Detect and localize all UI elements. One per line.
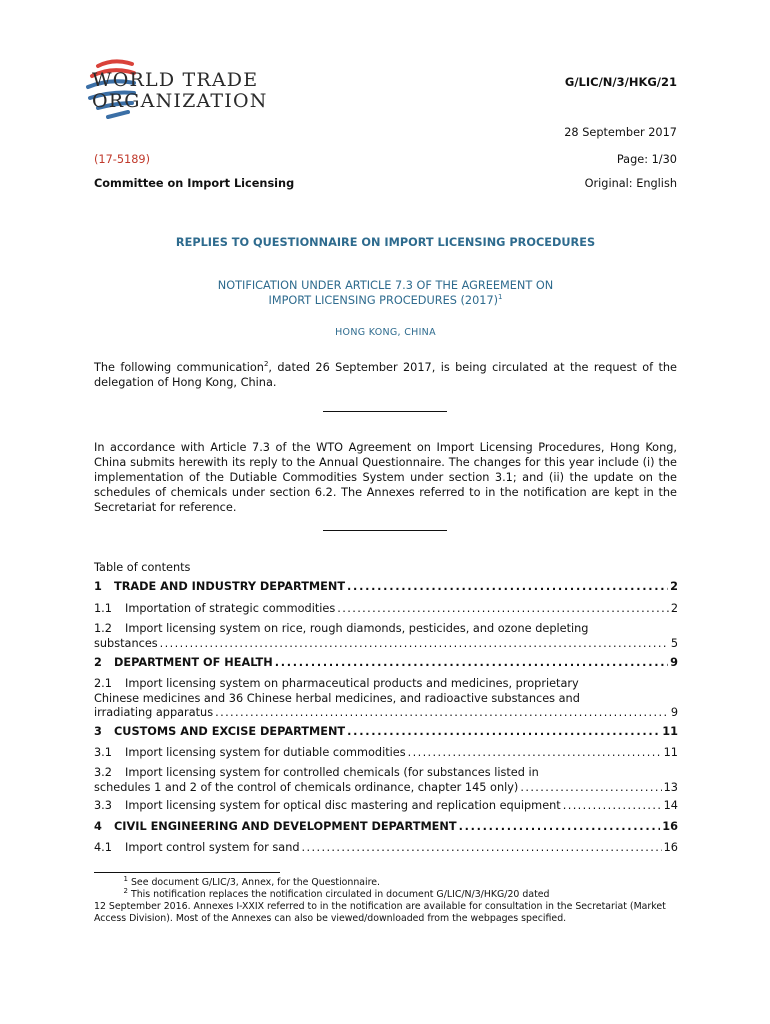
toc-page: 16 xyxy=(662,820,678,833)
toc-page: 5 xyxy=(670,636,678,650)
toc-text: Import licensing system for dutiable commodities xyxy=(125,746,406,759)
document-title: REPLIES TO QUESTIONNAIRE ON IMPORT LICENSING PROCEDURES xyxy=(175,236,596,249)
document-date: 28 September 2017 xyxy=(564,126,677,139)
toc-text: Import licensing system on rice, rough diamonds, pesticides, and ozone depleting xyxy=(125,622,589,635)
separator-rule xyxy=(323,411,447,412)
toc-page: 11 xyxy=(662,725,678,738)
toc-num: 3.1 xyxy=(94,746,112,759)
toc-num: 3.3 xyxy=(94,799,112,812)
committee-name: Committee on Import Licensing xyxy=(94,177,295,190)
toc-num: 2.1 xyxy=(94,677,112,690)
toc-leader xyxy=(347,580,668,595)
toc-text-cont: schedules 1 and 2 of the control of chemicals ordinance, chapter 145 only) xyxy=(94,780,519,794)
original-language: Original: English xyxy=(584,177,677,190)
toc-page: 14 xyxy=(663,799,678,812)
toc-entry-3-1[interactable] xyxy=(94,746,678,761)
toc-entry-4[interactable] xyxy=(94,820,678,835)
org-name-line1: WORLD TRADE xyxy=(92,69,259,91)
footnote-rule xyxy=(94,872,280,873)
page-number: Page: 1/30 xyxy=(616,153,677,166)
subtitle-line2 xyxy=(94,293,677,308)
toc-leader xyxy=(275,656,668,671)
footnote-1 xyxy=(94,874,679,889)
document-subtitle xyxy=(94,278,677,308)
member-name: HONG KONG, CHINA xyxy=(335,327,436,338)
toc-entry-1-2[interactable] xyxy=(94,622,678,651)
toc-leader xyxy=(459,820,661,835)
toc-leader xyxy=(347,725,660,740)
toc-text: Import licensing system on pharmaceutical products and medicines, proprietary xyxy=(125,677,579,690)
subtitle-line2-text: IMPORT LICENSING PROCEDURES (2017) xyxy=(268,294,499,307)
toc-leader xyxy=(337,602,669,617)
document-symbol: G/LIC/N/3/HKG/21 xyxy=(564,75,677,89)
toc-num: 3 xyxy=(94,725,102,738)
toc-text: Import control system for sand xyxy=(125,841,300,854)
toc-text-cont1: Chinese medicines and 36 Chinese herbal medicines, and radioactive substances and xyxy=(94,691,580,705)
toc-leader xyxy=(520,781,661,796)
toc-page: 11 xyxy=(663,746,678,759)
separator-rule xyxy=(323,530,447,531)
intro-after: , dated 26 September 2017, is being circulated at the request of the delegation of Hong Kong, China. xyxy=(94,361,678,389)
toc-num: 1 xyxy=(94,580,102,593)
toc-text: CUSTOMS AND EXCISE DEPARTMENT xyxy=(114,725,346,738)
body-paragraph: In accordance with Article 7.3 of the WTO Agreement on Import Licensing Procedures, Hong Kong, China submits herewith its reply to the Annual Questionnaire. The changes for this year include (i) the implementation of the Dutiable Commodities System under section 3.1; and (ii) the update on the schedules of chemicals under section 6.2. The Annexes referred to in the notification are kept in the Secretariat for reference. xyxy=(94,441,677,514)
footnote-2-number: 2 xyxy=(123,886,128,895)
toc-leader xyxy=(215,706,669,721)
toc-text: Importation of strategic commodities xyxy=(125,602,336,615)
footnote-1-number: 1 xyxy=(123,874,128,883)
toc-num: 3.2 xyxy=(94,766,112,779)
toc-page: 13 xyxy=(663,780,678,794)
toc-num: 1.1 xyxy=(94,602,112,615)
toc-leader xyxy=(302,841,662,856)
toc-entry-3-2[interactable] xyxy=(94,766,678,795)
footnote-ref-1[interactable]: 1 xyxy=(498,293,503,302)
toc-leader xyxy=(160,637,669,652)
org-name-line2: ORGANIZATION xyxy=(92,90,268,112)
toc-text: Import licensing system for controlled chemicals (for substances listed in xyxy=(125,766,539,779)
footnote-ref-2[interactable]: 2 xyxy=(263,360,269,369)
footnote-1-text: See document G/LIC/3, Annex, for the Questionnaire. xyxy=(130,877,381,888)
footnote-2-line1: This notification replaces the notification circulated in document G/LIC/N/3/HKG/20 dated xyxy=(130,889,550,900)
toc-num: 4 xyxy=(94,820,102,833)
toc-entry-3-3[interactable] xyxy=(94,799,678,814)
toc-leader xyxy=(563,799,662,814)
footnote-2-rest: 12 September 2016. Annexes I-XXIX referred to in the notification are available for consultation in the Secretariat (Market Access Division). Most of the Annexes can also be viewed/downloaded from the webpages specified. xyxy=(94,901,666,924)
toc-leader xyxy=(408,746,662,761)
toc-text: DEPARTMENT OF HEALTH xyxy=(114,656,273,669)
footnote-2 xyxy=(94,886,679,925)
subtitle-line1: NOTIFICATION UNDER ARTICLE 7.3 OF THE AGREEMENT ON xyxy=(217,279,554,292)
toc-entry-2-1[interactable] xyxy=(94,677,678,721)
toc-num: 2 xyxy=(94,656,102,669)
toc-entry-2[interactable] xyxy=(94,656,678,671)
toc-num: 4.1 xyxy=(94,841,112,854)
toc-text: TRADE AND INDUSTRY DEPARTMENT xyxy=(114,580,346,593)
toc-page: 9 xyxy=(670,656,678,669)
job-number: (17-5189) xyxy=(94,153,151,166)
toc-entry-3[interactable] xyxy=(94,725,678,740)
toc-text: CIVIL ENGINEERING AND DEVELOPMENT DEPARTMENT xyxy=(114,820,457,833)
toc-page: 16 xyxy=(663,841,678,854)
toc-text-cont: substances xyxy=(94,636,158,650)
toc-entry-1-1[interactable] xyxy=(94,602,678,617)
intro-paragraph xyxy=(94,360,677,390)
toc-num: 1.2 xyxy=(94,622,112,635)
toc-text: Import licensing system for optical disc mastering and replication equipment xyxy=(125,799,561,812)
toc-entry-4-1[interactable] xyxy=(94,841,678,856)
toc-page: 2 xyxy=(670,602,678,615)
intro-before: The following communication xyxy=(94,361,264,374)
toc-text-cont: irradiating apparatus xyxy=(94,706,214,719)
toc-heading: Table of contents xyxy=(94,561,191,574)
toc-page: 2 xyxy=(670,580,678,593)
toc-page: 9 xyxy=(670,706,678,719)
toc-entry-1[interactable] xyxy=(94,580,678,595)
